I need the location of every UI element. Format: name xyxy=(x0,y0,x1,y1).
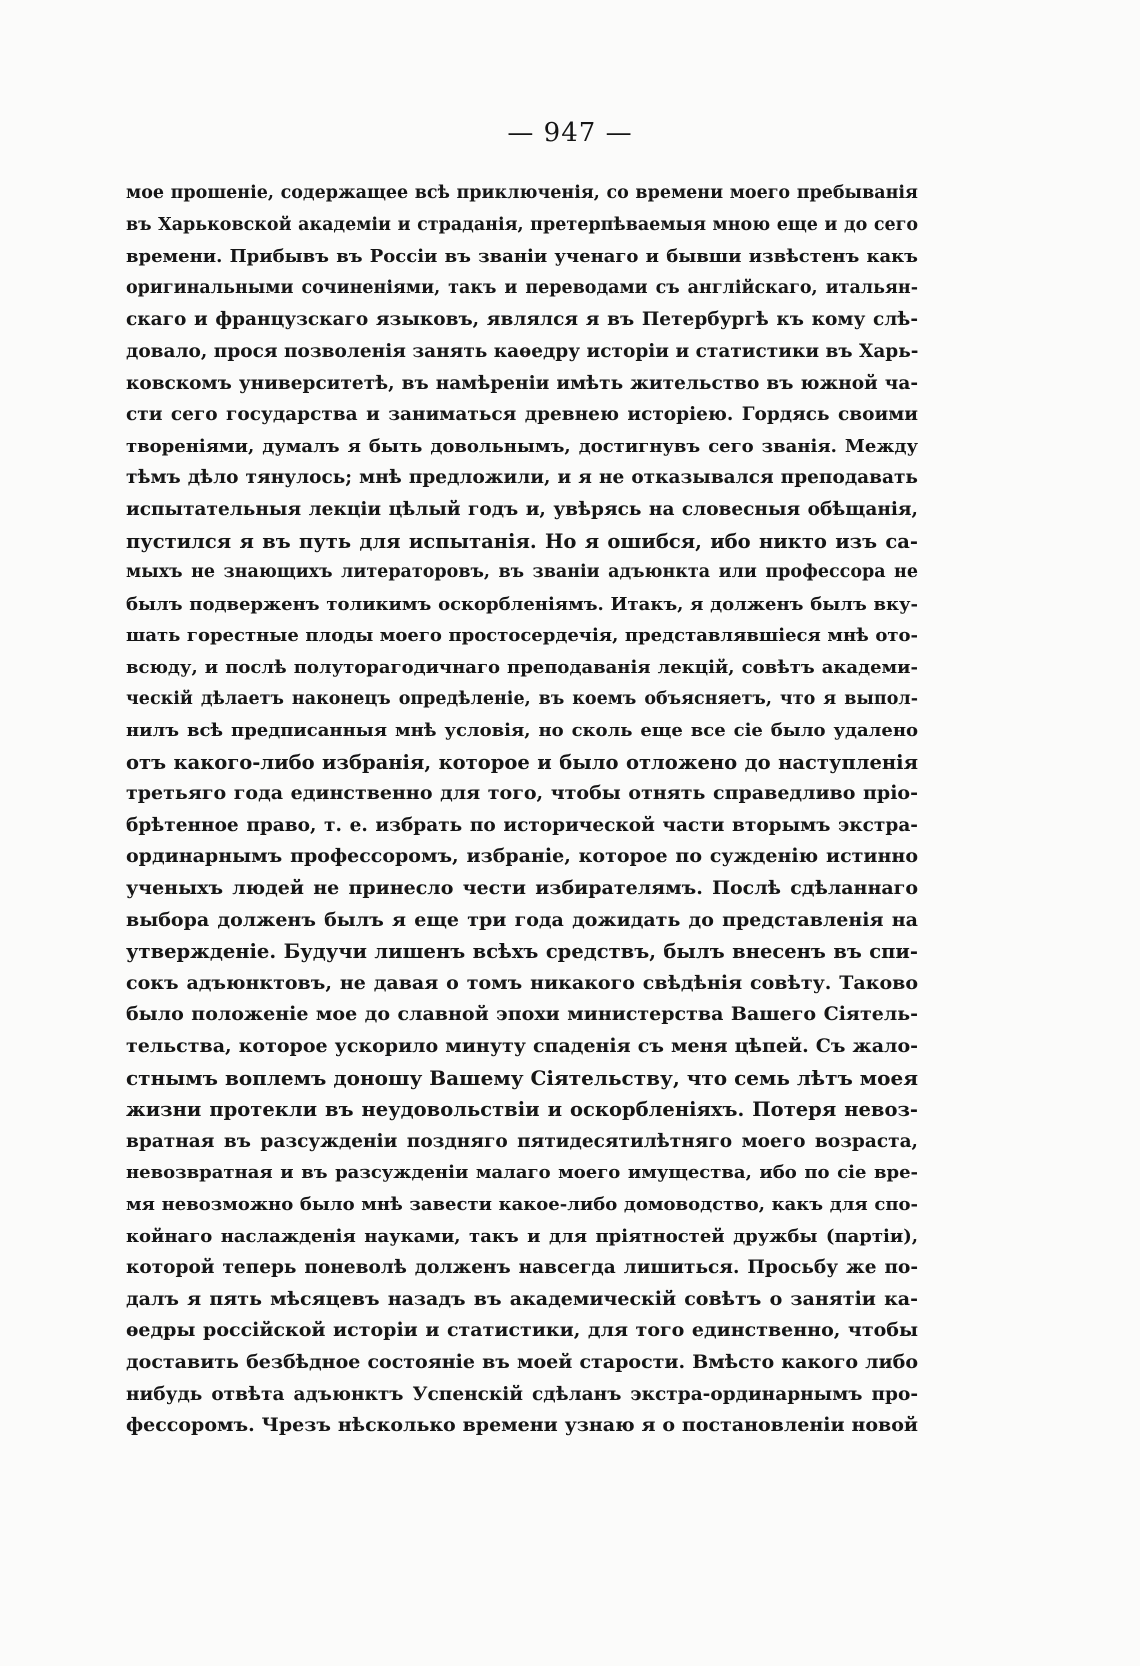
text-line: тельства, которое ускорило минуту спаденія съ меня цѣпей. Съ жало- xyxy=(126,1035,918,1058)
text-line: довало, прося позволенія занять каѳедру исторіи и статистики въ Харь- xyxy=(126,340,919,362)
text-line: вратная въ разсужденіи поздняго пятидесятилѣтняго моего возраста, xyxy=(126,1130,918,1152)
text-line: времени. Прибывъ въ Россіи въ званіи ученаго и бывши извѣстенъ какъ xyxy=(126,246,918,268)
text-line: было положеніе мое до славной эпохи министерства Вашего Сіятель- xyxy=(126,1003,918,1026)
page-number: — 947 — xyxy=(507,118,633,148)
text-line: былъ подверженъ толикимъ оскорбленіямъ. Итакъ, я долженъ былъ вку- xyxy=(126,593,918,615)
text-line: отъ какого-либо избранія, которое и было отложено до наступленія xyxy=(126,750,918,774)
text-line: мое прошеніе, содержащее всѣ приключенія, со времени моего пребыванія xyxy=(126,183,918,203)
text-line: скаго и французскаго языковъ, являлся я въ Петербургѣ къ кому слѣ- xyxy=(126,309,918,331)
text-line: фессоромъ. Чрезъ нѣсколько времени узнаю я о постановленіи новой xyxy=(126,1414,918,1437)
text-line: всюду, и послѣ полуторагодичнаго преподаванія лекцій, совѣтъ академи- xyxy=(126,656,918,678)
text-line: ординарнымъ профессоромъ, избраніе, которое по сужденію истинно xyxy=(126,845,918,868)
text-line: ѳедры россійской исторіи и статистики, для того единственно, чтобы xyxy=(126,1319,918,1342)
text-line: жизни протекли въ неудовольствіи и оскорбленіяхъ. Потеря невоз- xyxy=(126,1098,918,1122)
text-line: испытательныя лекціи цѣлый годъ и, увѣрясь на словесныя обѣщанія, xyxy=(126,498,918,520)
text-line: ученыхъ людей не принесло чести избирателямъ. Послѣ сдѣланнаго xyxy=(126,877,918,900)
text-line: ковскомъ университетѣ, въ намѣреніи имѣть жительство въ южной ча- xyxy=(126,372,918,394)
text-line: шать горестные плоды моего простосердечія, представлявшіеся мнѣ ото- xyxy=(126,625,918,647)
text-line: въ Харьковской академіи и страданія, претерпѣваемыя мною еще и до сего xyxy=(126,214,918,235)
body-text xyxy=(126,178,918,1442)
text-line: ческій дѣлаетъ наконецъ опредѣленіе, въ коемъ объясняетъ, что я выпол- xyxy=(126,688,918,709)
text-line: тѣмъ дѣло тянулось; мнѣ предложили, и я не отказывался преподавать xyxy=(126,467,918,489)
text-line: сокъ адъюнктовъ, не давая о томъ никакого свѣдѣнія совѣту. Таково xyxy=(126,971,918,994)
text-line: стнымъ воплемъ доношу Вашему Сіятельству, что семь лѣтъ моея xyxy=(126,1065,918,1090)
text-line: мя невозможно было мнѣ завести какое-либо домоводство, какъ для спо- xyxy=(126,1194,918,1215)
text-line: мыхъ не знающихъ литераторовъ, въ званіи адъюнкта или профессора не xyxy=(126,562,918,583)
text-line: нилъ всѣ предписанныя мнѣ условія, но сколь еще все сіе было удалено xyxy=(126,720,918,742)
text-line: третьяго года единственно для того, чтобы отнять справедливо пріо- xyxy=(126,782,918,805)
text-line: нибудь отвѣта адъюнктъ Успенскій сдѣланъ экстра-ординарнымъ про- xyxy=(126,1383,918,1405)
text-line: утвержденіе. Будучи лишенъ всѣхъ средствъ, былъ внесенъ въ спи- xyxy=(126,940,918,964)
text-line: брѣтенное право, т. е. избрать по исторической части вторымъ экстра- xyxy=(126,814,918,836)
text-line: пустился я въ путь для испытанія. Но я ошибся, ибо никто изъ са- xyxy=(126,529,918,553)
text-line: оригинальными сочиненіями, такъ и переводами съ англійскаго, итальян- xyxy=(126,277,918,298)
text-line: койнаго наслажденія науками, такъ и для пріятностей дружбы (партіи), xyxy=(126,1225,918,1247)
text-line: невозвратная и въ разсужденіи малаго моего имущества, ибо по сіе вре- xyxy=(126,1162,918,1184)
text-line: сти сего государства и заниматься древнею исторіею. Гордясь своими xyxy=(126,404,918,426)
text-line: далъ я пять мѣсяцевъ назадъ въ академическій совѣтъ о занятіи ка- xyxy=(126,1287,918,1310)
text-line: выбора долженъ былъ я еще три года дожидать до представленія на xyxy=(126,908,918,931)
text-line: доставить безбѣдное состояніе въ моей старости. Вмѣсто какого либо xyxy=(126,1350,918,1373)
text-line: которой теперь поневолѣ долженъ навсегда лишиться. Просьбу же по- xyxy=(126,1257,918,1279)
text-line: твореніями, думалъ я быть довольнымъ, достигнувъ сего званія. Между xyxy=(126,435,918,457)
